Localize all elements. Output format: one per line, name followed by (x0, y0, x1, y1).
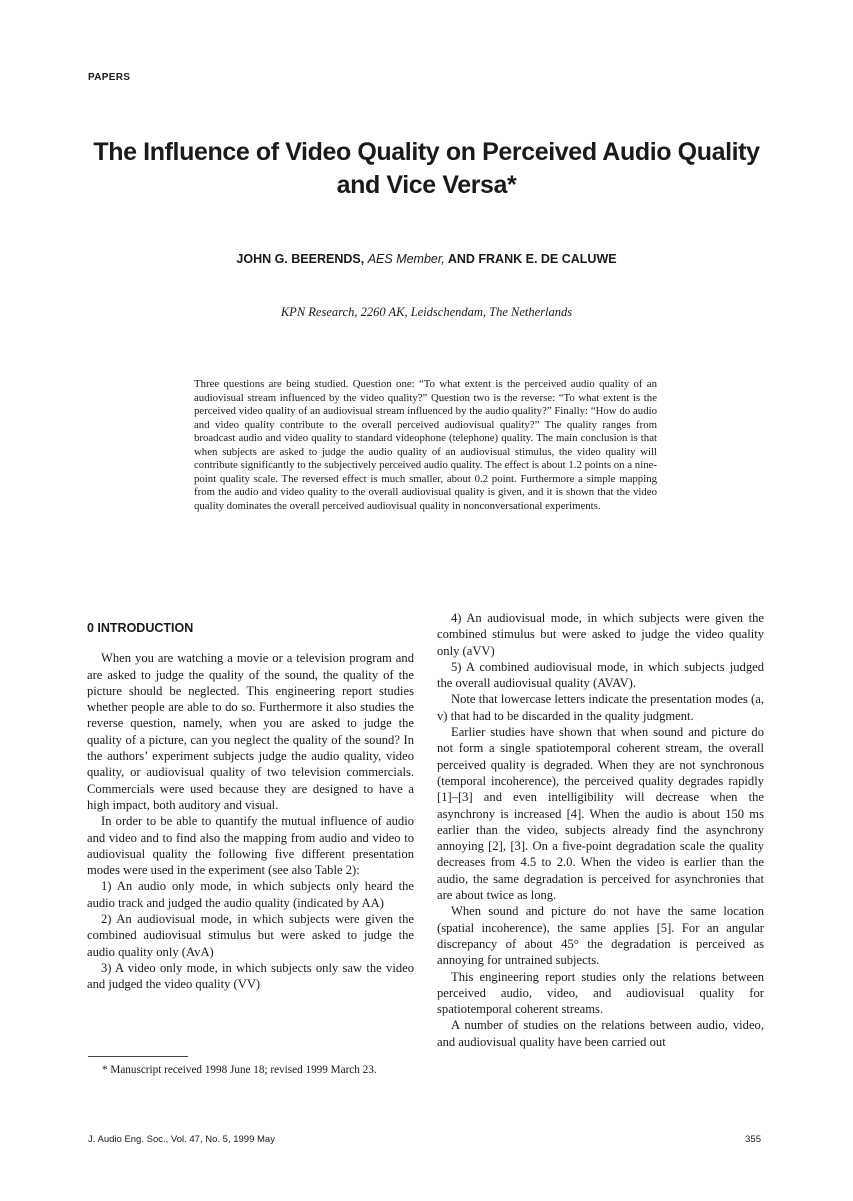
title-line-2: and Vice Versa* (336, 171, 517, 199)
footnote-divider (88, 1056, 188, 1057)
affiliation: KPN Research, 2260 AK, Leidschendam, The Netherlands (280, 305, 573, 319)
paragraph: When you are watching a movie or a television program and are asked to judge the quality of the sound, the quality of the picture should be neglected. This engineering report studies whether people are able to do so. Furthermore it also studies the reverse question, namely, when you are asked to judge the quality of a picture, can you neglect the quality of the sound? In the authors’ experiment subjects judge the audio quality, video quality, or audiovisual quality of two television commercials. Commercials were used because they are designed to have a high impact, both auditory and visual. (87, 651, 414, 812)
paragraph: This engineering report studies only the relations between perceived audio, video, and audiovisual quality for spatiotemporal coherent streams. (437, 969, 764, 1017)
paragraph: When sound and picture do not have the same location (spatial incoherence), the same applies [5]. For an angular discrepancy of about 45° the degradation is perceived as annoying for untrained subjects. (437, 904, 764, 968)
journal-citation: J. Audio Eng. Soc., Vol. 47, No. 5, 1999 May (88, 1134, 275, 1145)
author-first: JOHN G. BEERENDS, (236, 252, 365, 266)
paper-title (60, 136, 793, 202)
title-line-1: The Influence of Video Quality on Perceived Audio Quality (93, 138, 760, 166)
list-item: 3) A video only mode, in which subjects only saw the video and judged the video quality (VV) (87, 960, 414, 992)
paragraph: In order to be able to quantify the mutual influence of audio and video and to find also the mapping from audio and video to audiovisual quality the following five different presentation modes were used in the experiment (see also Table 2): (87, 814, 414, 878)
abstract: Three questions are being studied. Question one: “To what extent is the perceived audio quality of an audiovisual stream influenced by the video quality?” Question two is the reverse: “To what extent is the perceived video quality of an audiovisual stream influenced by the audio quality?” Finally: “How do audio and video quality contribute to the overall perceived audiovisual quality?” The quality ranges from broadcast audio and video quality to standard videophone (telephone) quality. The main conclusion is that when subjects are asked to judge the audio quality of an audiovisual stimulus, the video quality will contribute significantly to the subjectively perceived audio quality. The effect is about 1.2 points on a nine-point quality scale. The reversed effect is much smaller, about 0.2 point. Furthermore a simple mapping from the audio and video quality to the overall audiovisual quality is given, and it is shown that the video quality dominates the overall perceived audiovisual quality in nonconversational experiments. (194, 378, 657, 512)
right-column (437, 610, 764, 1050)
section-heading-introduction: 0 INTRODUCTION (87, 621, 194, 635)
list-item: 5) A combined audiovisual mode, in which subjects judged the overall audiovisual quality (AVAV). (437, 659, 764, 691)
left-column (87, 610, 414, 993)
list-item: 4) An audiovisual mode, in which subjects were given the combined stimulus but were asked to judge the video quality only (aVV) (437, 611, 764, 658)
author-line (60, 252, 793, 266)
footnote: * Manuscript received 1998 June 18; revised 1999 March 23. (102, 1064, 377, 1076)
paragraph: Earlier studies have shown that when sound and picture do not form a single spatiotemporal coherent stream, the overall perceived quality is degraded. When they are not synchronous (temporal incoherence), the perceived quality degrades rapidly [1]–[3] and even intelligibility will decrease when the asynchrony is increased [4]. When the audio is about 150 ms earlier than the video, subjects already find the asynchrony annoying [2], [3]. On a five-point degradation scale the quality decreases from 4.5 to 2.0. When the video is earlier than the audio, the same degradation is perceived for asynchronies that are about twice as long. (437, 725, 764, 903)
paragraph: A number of studies on the relations between audio, video, and audiovisual quality have been carried out (437, 1018, 764, 1049)
section-label: PAPERS (88, 72, 131, 83)
page-number: 355 (745, 1134, 761, 1145)
list-item: 2) An audiovisual mode, in which subjects were given the combined audiovisual stimulus but were asked to judge the audio quality only (AvA) (87, 912, 414, 959)
paragraph: Note that lowercase letters indicate the presentation modes (a, v) that had to be discarded in the quality judgment. (437, 692, 764, 723)
author-rest: AND FRANK E. DE CALUWE (447, 252, 617, 266)
list-item: 1) An audio only mode, in which subjects only heard the audio track and judged the audio quality (indicated by AA) (87, 879, 414, 910)
author-membership: AES Member, (367, 252, 445, 266)
